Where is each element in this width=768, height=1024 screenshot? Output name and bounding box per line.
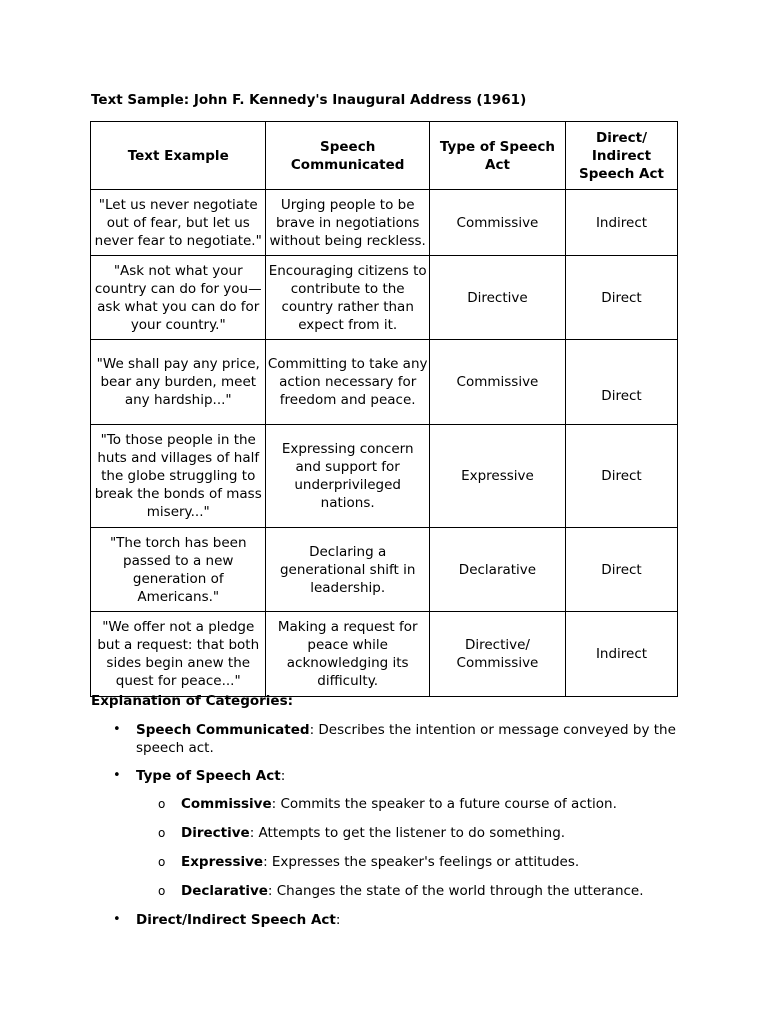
table-row [91,340,678,425]
sub-list-item [91,824,691,842]
term-label: Direct/Indirect Speech Act [136,912,336,928]
sub-list-item [91,853,691,871]
speech-act-type-cell: Commissive [429,190,565,256]
term-description: : Describes the intention or message conveyed by the speech act. [136,722,676,756]
text-example-cell: "Let us never negotiate out of fear, but let us never fear to negotiate." [91,190,266,256]
speech-act-type-cell: Directive [429,256,565,340]
term-label: Type of Speech Act [136,768,281,784]
text-example-cell: "We offer not a pledge but a request: that both sides begin anew the quest for peace..." [91,612,266,697]
term-label: Declarative [181,883,268,899]
explanation-list [91,721,691,939]
speech-act-type-cell: Declarative [429,528,565,612]
term-description: : Expresses the speaker's feelings or attitudes. [263,854,580,870]
speech-communicated-cell: Committing to take any action necessary for freedom and peace. [266,340,429,425]
term-description: : [335,912,341,928]
list-item [91,911,691,929]
term-label: Commissive [181,796,272,812]
text-example-cell: "To those people in the huts and villages of half the globe struggling to break the bonds of mass misery..." [91,425,266,528]
term-description: : Commits the speaker to a future course of action. [271,796,617,812]
directness-cell: Direct [566,256,678,340]
bullet-icon: • [113,912,121,927]
table-row [91,425,678,528]
bullet-icon: • [113,722,121,737]
term-label: Expressive [181,854,264,870]
speech-act-type-cell: Commissive [429,340,565,425]
directness-cell: Direct [566,528,678,612]
sub-bullet-icon: o [158,797,166,811]
speech-communicated-cell: Making a request for peace while acknowledging its difficulty. [266,612,429,697]
header-direct-indirect: Direct/ Indirect Speech Act [566,122,678,190]
header-text-example: Text Example [91,122,266,190]
header-speech-communicated: Speech Communicated [266,122,429,190]
sub-list-item [91,795,691,813]
sub-bullet-icon: o [158,826,166,840]
speech-communicated-cell: Expressing concern and support for underprivileged nations. [266,425,429,528]
directness-text: Direct [601,388,642,404]
sub-bullet-icon: o [158,855,166,869]
speech-communicated-cell: Encouraging citizens to contribute to the country rather than expect from it. [266,256,429,340]
directness-cell: Direct [566,425,678,528]
term-description: : [280,768,286,784]
text-example-cell: "Ask not what your country can do for you—ask what you can do for your country." [91,256,266,340]
term-description: : Attempts to get the listener to do something. [249,825,566,841]
table-header-row [91,122,678,190]
table-row [91,612,678,697]
table-row [91,190,678,256]
sub-list-item [91,882,691,900]
text-example-cell: "We shall pay any price, bear any burden, meet any hardship..." [91,340,266,425]
sub-list [91,795,691,900]
document-title: Text Sample: John F. Kennedy's Inaugural Address (1961) [91,92,527,108]
list-item [91,767,691,900]
speech-act-type-cell: Directive/ Commissive [429,612,565,697]
speech-communicated-cell: Declaring a generational shift in leadership. [266,528,429,612]
term-label: Speech Communicated [136,722,310,738]
table-row [91,528,678,612]
table-row [91,256,678,340]
bullet-icon: • [113,768,121,783]
speech-act-table [90,121,678,697]
explanation-heading: Explanation of Categories: [91,693,294,709]
header-type-of-speech-act: Type of Speech Act [429,122,565,190]
directness-cell [566,340,678,425]
text-example-cell: "The torch has been passed to a new generation of Americans." [91,528,266,612]
directness-cell: Indirect [566,612,678,697]
speech-act-type-cell: Expressive [429,425,565,528]
speech-communicated-cell: Urging people to be brave in negotiations without being reckless. [266,190,429,256]
term-label: Directive [181,825,250,841]
sub-bullet-icon: o [158,884,166,898]
list-item [91,721,691,757]
term-description: : Changes the state of the world through the utterance. [267,883,644,899]
directness-cell: Indirect [566,190,678,256]
